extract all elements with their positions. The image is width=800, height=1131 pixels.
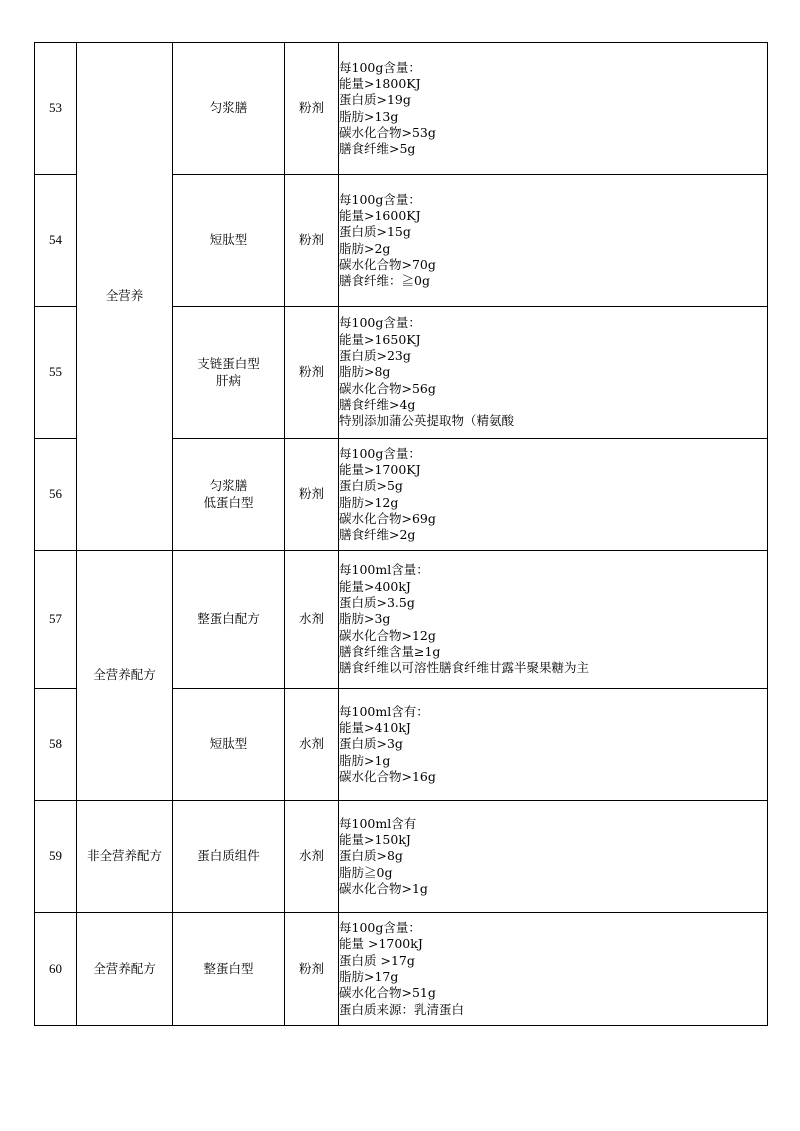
product-name: 蛋白质组件 <box>173 801 285 913</box>
nutrition-line: 每100ml含量： <box>339 562 429 578</box>
nutrition-description <box>339 439 768 551</box>
table-row <box>35 43 768 175</box>
nutrition-line: 特别添加蒲公英提取物（精氨酸 <box>339 413 515 429</box>
nutrition-description <box>339 43 768 175</box>
nutrition-line: 能量>1800KJ <box>339 75 421 91</box>
table-row <box>35 551 768 689</box>
nutrition-line: 每100g含量： <box>339 315 421 331</box>
nutrition-line: 脂肪>2g <box>339 240 391 256</box>
row-number: 58 <box>35 689 77 801</box>
nutrition-line: 碳水化合物>16g <box>339 768 436 784</box>
nutrition-line: 能量>150kJ <box>339 832 411 848</box>
row-number: 57 <box>35 551 77 689</box>
product-name: 短肽型 <box>173 175 285 307</box>
nutrition-description <box>339 801 768 913</box>
row-number: 56 <box>35 439 77 551</box>
product-name: 匀浆膳 低蛋白型 <box>173 439 285 551</box>
nutrition-line: 脂肪>1g <box>339 752 391 768</box>
nutrition-line: 脂肪>8g <box>339 364 391 380</box>
dosage-form: 粉剂 <box>285 43 339 175</box>
nutrition-line: 碳水化合物>69g <box>339 510 436 526</box>
nutrition-line: 蛋白质来源：乳清蛋白 <box>339 1001 465 1017</box>
nutrition-line: 能量>400kJ <box>339 578 411 594</box>
nutrition-line: 每100ml含有： <box>339 703 429 719</box>
nutrition-line: 能量>1650KJ <box>339 331 421 347</box>
nutrition-line: 蛋白质>19g <box>339 92 411 108</box>
nutrition-line: 每100g含量： <box>339 920 421 936</box>
nutrition-description <box>339 689 768 801</box>
nutrition-line: 脂肪≧0g <box>339 864 393 880</box>
category-cell: 全营养 <box>77 43 173 551</box>
category-cell: 非全营养配方 <box>77 801 173 913</box>
nutrition-line: 脂肪>3g <box>339 611 391 627</box>
nutrition-description <box>339 913 768 1026</box>
nutrition-line: 脂肪>17g <box>339 969 399 984</box>
nutrition-line: 蛋白质>5g <box>339 478 403 494</box>
nutrition-line: 蛋白质>8g <box>339 848 403 864</box>
row-number: 55 <box>35 307 77 439</box>
nutrition-description <box>339 175 768 307</box>
nutrition-spec-table <box>34 42 768 1026</box>
dosage-form: 水剂 <box>285 689 339 801</box>
nutrition-line: 膳食纤维以可溶性膳食纤维甘露半聚果糖为主 <box>339 660 590 676</box>
nutrition-line: 碳水化合物>12g <box>339 627 436 643</box>
category-cell: 全营养配方 <box>77 913 173 1026</box>
nutrition-line: 碳水化合物>53g <box>339 124 436 140</box>
nutrition-line: 能量>410kJ <box>339 720 411 736</box>
nutrition-line: 蛋白质>23g <box>339 348 411 364</box>
nutrition-description <box>339 307 768 439</box>
nutrition-line: 蛋白质 >17g <box>339 952 415 968</box>
nutrition-line: 碳水化合物>1g <box>339 880 428 896</box>
table-row <box>35 801 768 913</box>
row-number: 60 <box>35 913 77 1026</box>
nutrition-line: 碳水化合物>56g <box>339 380 436 396</box>
nutrition-line: 每100g含量： <box>339 59 421 75</box>
product-name: 整蛋白型 <box>173 913 285 1026</box>
dosage-form: 水剂 <box>285 551 339 689</box>
nutrition-line: 膳食纤维>4g <box>339 396 416 412</box>
product-name: 匀浆膳 <box>173 43 285 175</box>
nutrition-line: 蛋白质>3.5g <box>339 595 415 611</box>
nutrition-line: 蛋白质>15g <box>339 224 411 240</box>
dosage-form: 粉剂 <box>285 175 339 307</box>
nutrition-line: 每100g含量： <box>339 445 421 461</box>
row-number: 53 <box>35 43 77 175</box>
nutrition-line: 膳食纤维：≧0g <box>339 273 430 289</box>
nutrition-line: 每100g含量： <box>339 191 421 207</box>
table-row <box>35 913 768 1026</box>
nutrition-line: 膳食纤维含量≥1g <box>339 643 441 659</box>
nutrition-line: 膳食纤维>5g <box>339 141 416 157</box>
nutrition-line: 脂肪>13g <box>339 108 399 124</box>
dosage-form: 粉剂 <box>285 439 339 551</box>
nutrition-line: 能量>1600KJ <box>339 207 421 223</box>
nutrition-line: 膳食纤维>2g <box>339 527 416 543</box>
product-name: 整蛋白配方 <box>173 551 285 689</box>
nutrition-line: 每100ml含有 <box>339 815 417 831</box>
nutrition-line: 蛋白质>3g <box>339 736 403 752</box>
dosage-form: 水剂 <box>285 801 339 913</box>
nutrition-line: 能量>1700KJ <box>339 461 421 477</box>
nutrition-line: 脂肪>12g <box>339 494 399 510</box>
dosage-form: 粉剂 <box>285 307 339 439</box>
category-cell: 全营养配方 <box>77 551 173 801</box>
nutrition-line: 碳水化合物>51g <box>339 985 436 1001</box>
dosage-form: 粉剂 <box>285 913 339 1026</box>
row-number: 54 <box>35 175 77 307</box>
nutrition-description <box>339 551 768 689</box>
nutrition-line: 能量 >1700kJ <box>339 936 423 952</box>
product-name: 支链蛋白型 肝病 <box>173 307 285 439</box>
row-number: 59 <box>35 801 77 913</box>
nutrition-line: 碳水化合物>70g <box>339 256 436 272</box>
product-name: 短肽型 <box>173 689 285 801</box>
